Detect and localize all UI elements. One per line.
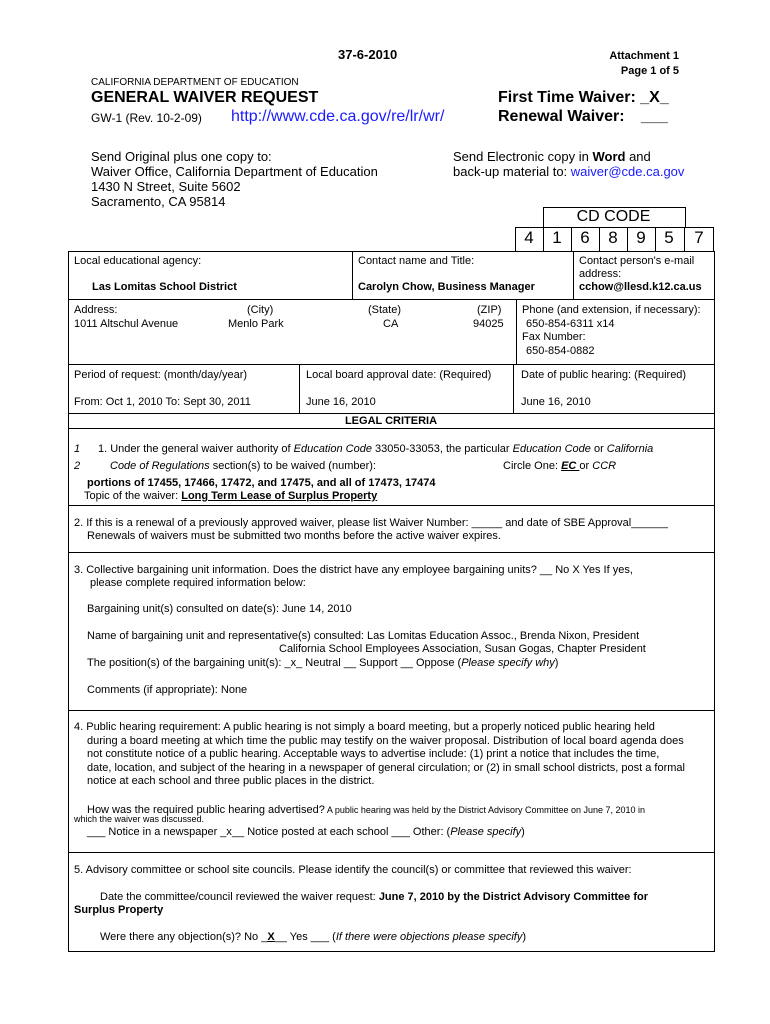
q5-line1: 5. Advisory committee or school site councils. Please identify the council(s) or committee that reviewed this waiver:	[74, 864, 632, 876]
q3-comments: Comments (if appropriate): None	[87, 684, 248, 696]
cd-code-digit: 4	[524, 228, 534, 247]
waiver-email-link[interactable]: waiver@cde.ca.gov	[570, 164, 685, 179]
q4-options	[87, 826, 525, 838]
text: or	[590, 443, 607, 455]
text: and	[625, 149, 651, 164]
city-value: Menlo Park	[228, 318, 284, 330]
text: The position(s) of the bargaining unit(s): _x_ Neutral __ Support __ Oppose (	[87, 657, 462, 669]
first-time-waiver: First Time Waiver: _X_	[498, 89, 669, 106]
fax-value: 650-854-0882	[526, 345, 595, 357]
cd-code-digit: 5	[664, 228, 674, 247]
lea-label: Local educational agency:	[74, 255, 202, 267]
cd-code-digit: 8	[608, 228, 618, 247]
text: Circle One:	[503, 460, 562, 472]
divider	[352, 251, 353, 299]
q4-line: 4. Public hearing requirement: A public hearing is not simply a board meeting, but a properly noticed public hearing held	[74, 721, 655, 733]
circle-one	[503, 460, 616, 472]
email-value: cchow@llesd.k12.ca.us	[579, 281, 702, 293]
lea-value: Las Lomitas School District	[92, 281, 237, 293]
q3-consulted-date: Bargaining unit(s) consulted on date(s): June 14, 2010	[87, 603, 352, 615]
page-label: Page 1 of 5	[620, 65, 679, 77]
send-original-line: Send Original plus one copy to:	[91, 149, 272, 164]
divider	[68, 428, 714, 429]
zip-label: (ZIP)	[477, 304, 502, 316]
text: 33050-33053, the particular	[371, 443, 513, 455]
q5-date	[100, 891, 648, 903]
text: Please specify why	[461, 657, 555, 669]
text: )	[554, 657, 559, 669]
send-original-line: 1430 N Street, Suite 5602	[91, 179, 241, 194]
q1-text	[98, 443, 653, 455]
form-title: GENERAL WAIVER REQUEST	[91, 89, 319, 106]
q2-line1: 2. If this is a renewal of a previously approved waiver, please list Waiver Number: _____ and date of SBE Approval______	[74, 517, 668, 529]
divider	[68, 552, 714, 553]
cd-code-digit: 6	[580, 228, 590, 247]
zip-value: 94025	[473, 318, 504, 330]
send-electronic-line1	[453, 149, 684, 164]
text: 1. Under the general waiver authority of	[98, 443, 294, 455]
text: )	[521, 826, 525, 838]
send-original-line: Waiver Office, California Department of Education	[91, 164, 378, 179]
phone-value: 650-854-6311 x14	[526, 318, 615, 330]
renewal-waiver	[498, 108, 668, 126]
email-label	[579, 255, 694, 281]
form-id: GW-1 (Rev. 10-2-09)	[91, 111, 202, 125]
document-number: 37-6-2010	[338, 47, 398, 62]
text: Please specify	[450, 826, 522, 838]
q4-line: date, location, and subject of the hearing in a newspaper of general circulation; or (2) in small school districts, post a formal	[87, 761, 685, 774]
q4-paragraph	[74, 721, 685, 789]
text: back-up material to:	[453, 164, 571, 179]
agency-name: CALIFORNIA DEPARTMENT OF EDUCATION	[91, 77, 299, 88]
text: Were there any objection(s)? No _	[100, 931, 268, 943]
divider	[713, 227, 714, 251]
cd-code-digit: 9	[636, 228, 646, 247]
phone-label: Phone (and extension, if necessary):	[522, 304, 701, 316]
period-label: Period of request: (month/day/year)	[74, 369, 248, 381]
text: If there were objections please specify	[335, 931, 523, 943]
text: California	[606, 443, 654, 455]
text: or	[579, 460, 593, 472]
word-label: Word	[592, 149, 626, 164]
cd-code-digit: 1	[552, 228, 562, 247]
renewal-waiver-blank: ___	[641, 108, 668, 125]
divider	[68, 852, 714, 853]
contact-label: Contact name and Title:	[358, 255, 475, 267]
contact-value: Carolyn Chow, Business Manager	[358, 281, 535, 293]
q3-position	[87, 657, 558, 669]
email-label-line: address:	[579, 268, 622, 280]
text: Code of Regulations	[110, 460, 210, 472]
q5-date-cont: Surplus Property	[74, 904, 164, 916]
text: How was the required public hearing advertised?	[87, 804, 325, 816]
address-label: Address:	[74, 304, 118, 316]
attachment-label: Attachment 1	[609, 50, 679, 62]
text: ___ Notice in a newspaper _x__ Notice posted at each school ___ Other: (	[87, 826, 451, 838]
divider	[68, 413, 714, 414]
hearing-date-value: June 16, 2010	[521, 396, 591, 408]
ec-option: EC	[561, 460, 580, 472]
send-electronic-line2	[453, 164, 684, 179]
side-number: 2	[74, 460, 81, 472]
text: Send Electronic copy in	[453, 149, 593, 164]
text: )	[522, 931, 527, 943]
q3-names-line2: California School Employees Association, Susan Gogas, Chapter President	[279, 643, 646, 655]
address-value: 1011 Altschul Avenue	[74, 318, 179, 330]
send-electronic-block	[453, 149, 684, 179]
divider	[516, 299, 517, 364]
side-number: 1	[74, 443, 81, 455]
board-approval-label: Local board approval date: (Required)	[306, 369, 492, 381]
send-original-block	[91, 149, 378, 209]
form-border	[68, 251, 715, 952]
q4-how-advertised-cont: which the waiver was discussed.	[74, 814, 205, 824]
divider	[68, 710, 714, 711]
divider	[68, 364, 714, 365]
q5-objections	[100, 931, 526, 943]
q4-line: not constitute notice of a public hearing. Acceptable ways to advertise include: (1) print a notice that includes the time,	[87, 748, 660, 760]
divider	[513, 364, 514, 413]
q4-line: during a board meeting at which time the public may testify on the waiver proposal. Distribution of local board agenda does	[87, 734, 684, 747]
waiver-url-link[interactable]: http://www.cde.ca.gov/re/lr/wr/	[231, 108, 445, 125]
fax-label: Fax Number:	[522, 331, 586, 343]
divider	[299, 364, 300, 413]
q4-line: notice at each school and three public places in the district.	[87, 775, 375, 787]
cd-code-label: CD CODE	[576, 208, 651, 225]
text: June 7, 2010 by the District Advisory Committee for	[378, 891, 648, 903]
text: section(s) to be waived (number):	[209, 460, 376, 472]
topic-value: Long Term Lease of Surplus Property	[181, 490, 378, 502]
text: Education Code	[512, 443, 591, 455]
no-mark: X	[267, 931, 275, 943]
divider	[573, 251, 574, 299]
hearing-date-label: Date of public hearing: (Required)	[521, 369, 687, 381]
state-label: (State)	[368, 304, 402, 316]
send-original-line: Sacramento, CA 95814	[91, 194, 226, 209]
text: A public hearing was held by the District Advisory Committee on June 7, 2010 in	[324, 805, 646, 815]
text: Topic of the waiver:	[84, 490, 182, 502]
code-sections: portions of 17455, 17466, 17472, and 17475, and all of 17473, 17474	[87, 477, 436, 489]
email-label-line: Contact person's e-mail	[579, 255, 695, 267]
q2-line2: Renewals of waivers must be submitted two months before the active waiver expires.	[87, 530, 501, 542]
q3-line2: please complete required information below:	[90, 577, 306, 589]
period-value: From: Oct 1, 2010 To: Sept 30, 2011	[74, 396, 251, 408]
legal-criteria-heading: LEGAL CRITERIA	[344, 415, 438, 427]
state-value: CA	[383, 318, 399, 330]
topic-line	[84, 490, 377, 502]
divider	[68, 505, 714, 506]
city-label: (City)	[247, 304, 274, 316]
q1-text-line2	[110, 460, 376, 472]
ccr-option: CCR	[592, 460, 617, 472]
board-approval-value: June 16, 2010	[306, 396, 376, 408]
text: __ Yes ___ (	[274, 931, 336, 943]
cd-code-digit: 7	[694, 228, 704, 247]
q3-names-line1: Name of bargaining unit and representative(s) consulted: Las Lomitas Education Assoc., Brenda Nixon, President	[87, 630, 640, 642]
q3-line1: 3. Collective bargaining unit information. Does the district have any employee bargaining units? __ No X Yes If yes,	[74, 564, 633, 576]
renewal-waiver-label: Renewal Waiver:	[498, 108, 625, 125]
text: Education Code	[293, 443, 372, 455]
text: Date the committee/council reviewed the waiver request:	[100, 891, 379, 903]
divider	[68, 299, 714, 300]
